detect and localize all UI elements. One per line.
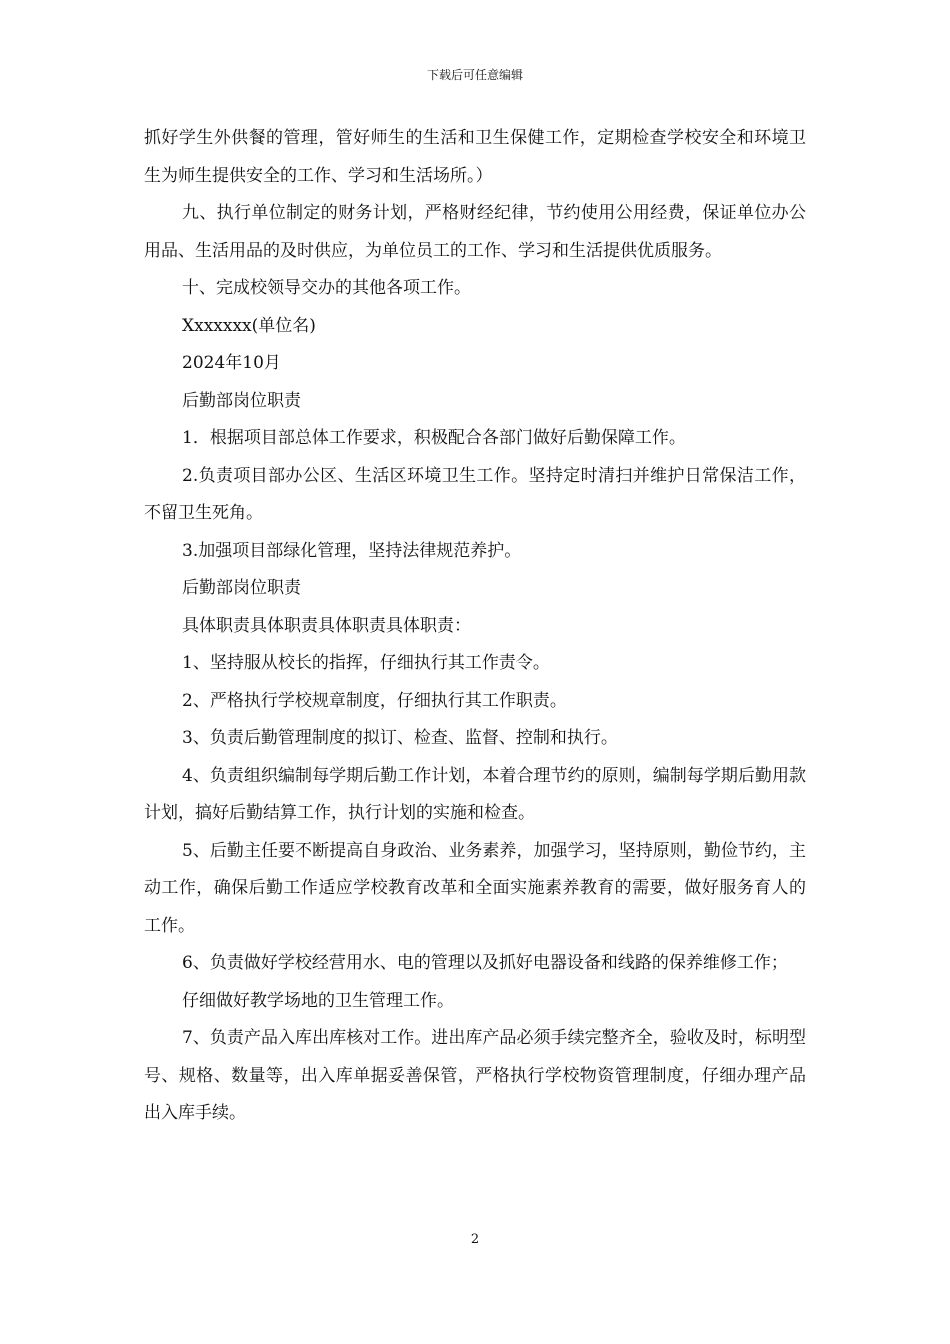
paragraph-4: Xxxxxxx(单位名)	[182, 315, 316, 336]
section-heading-1: 后勤部岗位职责	[182, 390, 301, 411]
document-body	[144, 120, 806, 1133]
paragraph-15: 4、负责组织编制每学期后勤工作计划，本着合理节约的原则，编制每学期后勤用款计划，搞好后勤结算工作，执行计划的实施和检查。	[144, 765, 806, 823]
paragraph-12: 1、坚持服从校长的指挥，仔细执行其工作责令。	[182, 653, 550, 673]
paragraph-18: 仔细做好教学场地的卫生管理工作。	[182, 990, 454, 1011]
paragraph-13: 2、严格执行学校规章制度，仔细执行其工作职责。	[182, 690, 567, 711]
paragraph-16: 5、后勤主任要不断提高自身政治、业务素养，加强学习，坚持原则，勤俭节约，主动工作，确保后勤工作适应学校教育改革和全面实施素养教育的需要，做好服务育人的工作。	[144, 840, 806, 936]
paragraph-14: 3、负责后勤管理制度的拟订、检查、监督、控制和执行。	[182, 728, 618, 748]
paragraph-5: 2024年10月	[182, 353, 281, 373]
paragraph-8: 2.负责项目部办公区、生活区环境卫生工作。坚持定时清扫并维护日常保洁工作，不留卫生死角。	[144, 465, 806, 523]
paragraph-17: 6、负责做好学校经营用水、电的管理以及抓好电器设备和线路的保养维修工作；	[182, 953, 788, 973]
paragraph-1: 抓好学生外供餐的管理，管好师生的生活和卫生保健工作，定期检查学校安全和环境卫生为师生提供安全的工作、学习和生活场所。）	[144, 128, 806, 186]
paragraph-19: 7、负责产品入库出库核对工作。进出库产品必须手续完整齐全，验收及时，标明型号、规格、数量等，出入库单据妥善保管，严格执行学校物资管理制度，仔细办理产品出入库手续。	[144, 1028, 806, 1123]
paragraph-9: 3.加强项目部绿化管理，坚持法律规范养护。	[182, 540, 522, 561]
paragraph-7: 1．根据项目部总体工作要求，积极配合各部门做好后勤保障工作。	[182, 428, 686, 448]
page-header-note: 下载后可任意编辑	[426, 68, 523, 82]
paragraph-2: 九、执行单位制定的财务计划，严格财经纪律，节约使用公用经费，保证单位办公用品、生活用品的及时供应，为单位员工的工作、学习和生活提供优质服务。	[144, 203, 806, 261]
paragraph-3: 十、完成校领导交办的其他各项工作。	[182, 278, 471, 298]
paragraph-11: 具体职责具体职责具体职责具体职责：	[182, 615, 471, 636]
section-heading-2: 后勤部岗位职责	[182, 578, 301, 598]
page-number: 2	[470, 1232, 480, 1247]
